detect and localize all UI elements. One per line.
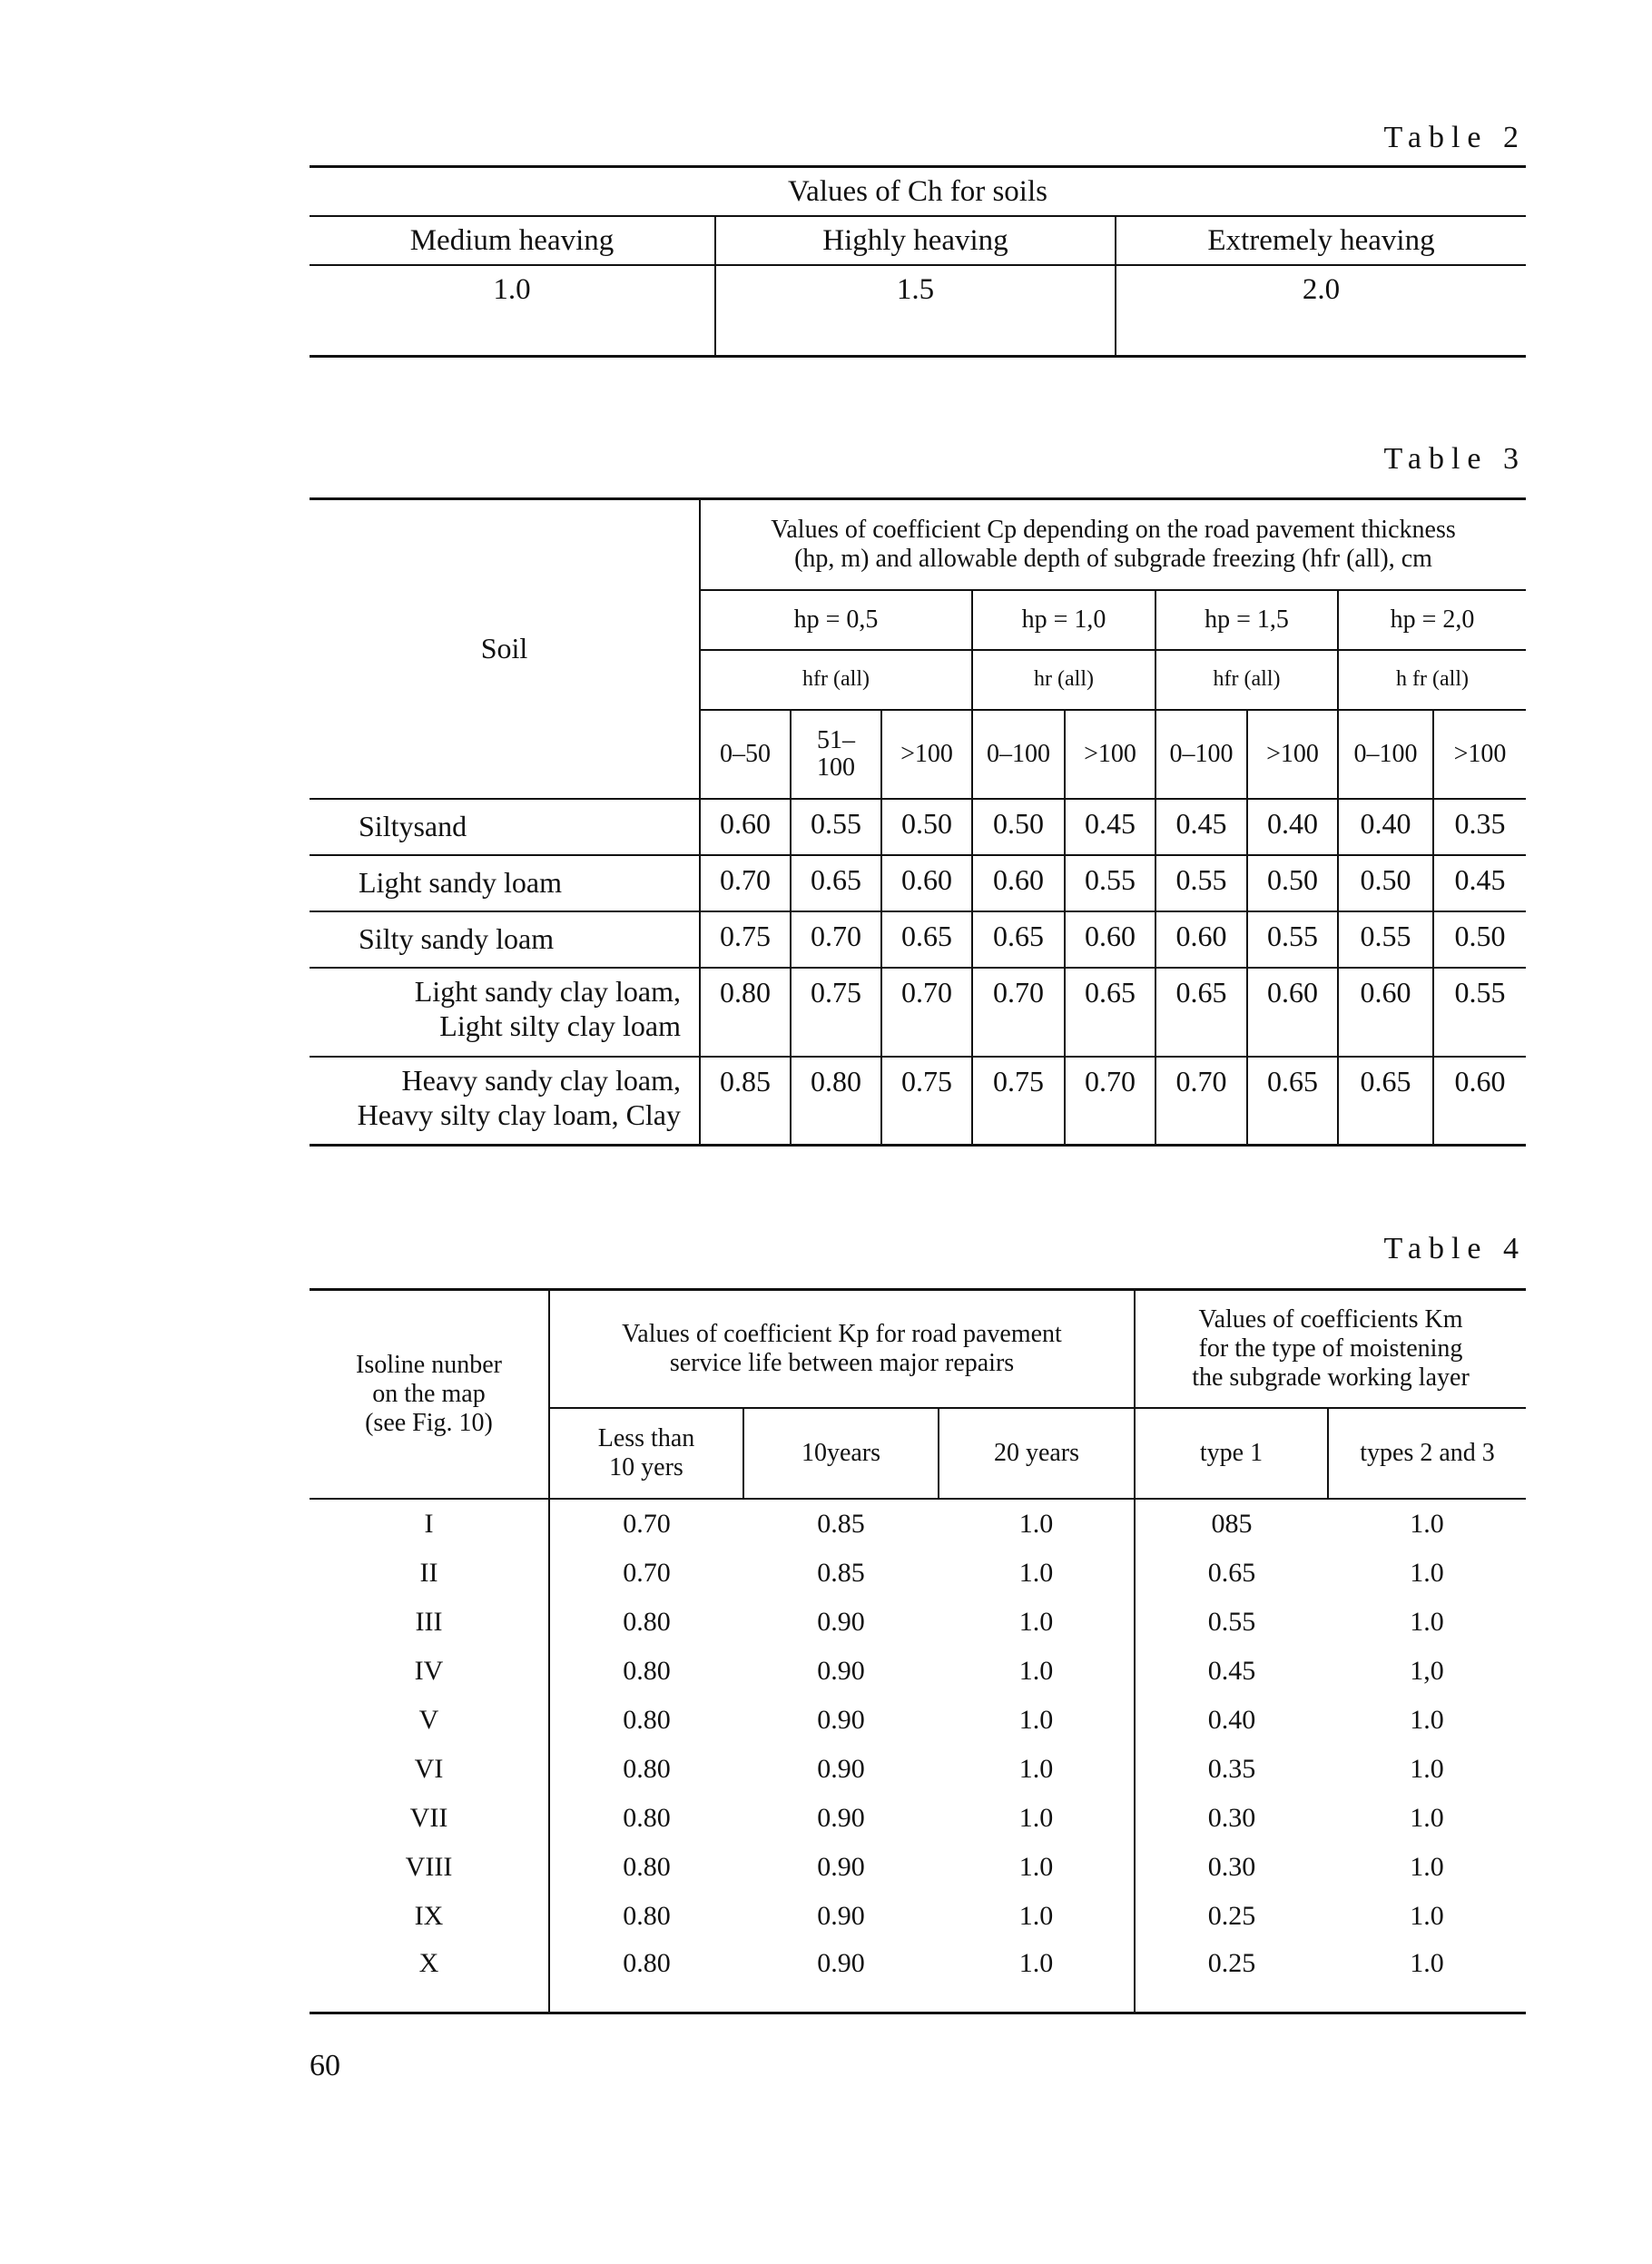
coefficient-value: 0.65 (791, 855, 881, 911)
coefficient-value: 0.60 (700, 799, 791, 855)
freezing-depth-header: hfr (all) (1155, 650, 1338, 710)
isoline-row (310, 1843, 1526, 1892)
coefficient-value: 0.60 (881, 855, 972, 911)
range-header: >100 (1247, 710, 1338, 799)
kp-header: Values of coefficient Kp for road pavement service life between major repairs (549, 1290, 1135, 1408)
range-header: 0–50 (700, 710, 791, 799)
table3 (310, 497, 1526, 1147)
kp-value: 0.90 (817, 1900, 865, 1931)
table2-header: Medium heaving (310, 216, 715, 265)
coefficient-value: 0.50 (1338, 855, 1433, 911)
soil-name: Silty sandy loam (310, 911, 700, 968)
table2-title: Values of Ch for soils (310, 167, 1526, 217)
coefficient-value: 0.75 (791, 968, 881, 1057)
soil-name: Light sandy loam (310, 855, 700, 911)
coefficient-value: 0.50 (1247, 855, 1338, 911)
soil-row (310, 968, 1526, 1057)
coefficient-value: 0.60 (1247, 968, 1338, 1057)
table3-title-line: Values of coefficient Cp depending on the road pavement thickness (771, 515, 1456, 544)
kp-value: 0.80 (623, 1851, 671, 1882)
km-value: 0.30 (1135, 1843, 1328, 1892)
coefficient-value: 0.55 (1338, 911, 1433, 968)
coefficient-value: 0.60 (1338, 968, 1433, 1057)
kp-value: 0.80 (623, 1753, 671, 1784)
coefficient-value: 0.55 (1247, 911, 1338, 968)
thickness-group-header: hp = 1,5 (1155, 590, 1338, 650)
coefficient-value: 0.65 (1155, 968, 1247, 1057)
isoline-number: VIII (310, 1843, 549, 1892)
km-value: 1,0 (1410, 1655, 1444, 1686)
km-value: 0.35 (1135, 1745, 1328, 1794)
freezing-depth-header: h fr (all) (1338, 650, 1526, 710)
kp-value: 0.80 (549, 1941, 743, 2013)
kp-subheader: 20 years (939, 1408, 1135, 1499)
kp-subheader: 10years (743, 1408, 939, 1499)
coefficient-value: 0.70 (700, 855, 791, 911)
coefficient-value: 0.60 (1065, 911, 1155, 968)
soil-name: Light sandy clay loam, Light silty clay loam (310, 968, 700, 1057)
isoline-row (310, 1499, 1526, 1549)
coefficient-value: 0.60 (972, 855, 1065, 911)
table2-value: 1.0 (310, 265, 715, 357)
isoline-number: X (310, 1941, 549, 2013)
isoline-number: VII (310, 1794, 549, 1843)
kp-value: 0.70 (623, 1557, 671, 1588)
coefficient-value: 0.70 (1155, 1057, 1247, 1146)
kp-value: 0.85 (817, 1557, 865, 1588)
km-header: Values of coefficients Km for the type of moistening the subgrade working layer (1135, 1290, 1526, 1408)
km-value: 0.45 (1135, 1647, 1328, 1696)
km-value: 1.0 (1410, 1851, 1444, 1882)
coefficient-value: 0.65 (1247, 1057, 1338, 1146)
soil-name: Heavy sandy clay loam, Heavy silty clay loam, Clay (310, 1057, 700, 1146)
kp-value: 0.90 (817, 1606, 865, 1637)
soil-row (310, 1057, 1526, 1146)
coefficient-value: 0.40 (1338, 799, 1433, 855)
isoline-row (310, 1745, 1526, 1794)
coefficient-value: 0.65 (1065, 968, 1155, 1057)
km-value: 0.30 (1135, 1794, 1328, 1843)
coefficient-value: 0.55 (1433, 968, 1526, 1057)
kp-value: 0.90 (817, 1655, 865, 1686)
kp-value: 1.0 (1018, 1655, 1054, 1686)
coefficient-value: 0.80 (791, 1057, 881, 1146)
isoline-row (310, 1549, 1526, 1598)
table3-caption: Table 3 (1383, 442, 1526, 476)
kp-value: 1.0 (1018, 1900, 1054, 1931)
kp-value: 0.90 (743, 1941, 939, 2013)
isoline-number: V (310, 1696, 549, 1745)
coefficient-value: 0.45 (1065, 799, 1155, 855)
coefficient-value: 0.45 (1433, 855, 1526, 911)
coefficient-value: 0.80 (700, 968, 791, 1057)
coefficient-value: 0.75 (972, 1057, 1065, 1146)
kp-value: 0.80 (623, 1802, 671, 1833)
coefficient-value: 0.45 (1155, 799, 1247, 855)
thickness-group-header: hp = 0,5 (700, 590, 972, 650)
page-number: 60 (310, 2049, 340, 2082)
km-subheader: types 2 and 3 (1328, 1408, 1526, 1499)
range-header: 0–100 (972, 710, 1065, 799)
kp-value: 1.0 (1018, 1851, 1054, 1882)
km-value: 0.65 (1135, 1549, 1328, 1598)
km-value: 1.0 (1410, 1606, 1444, 1637)
table3-title-line: (hp, m) and allowable depth of subgrade freezing (hfr (all), cm (794, 544, 1432, 573)
kp-value: 1.0 (1018, 1802, 1054, 1833)
isoline-number: VI (310, 1745, 549, 1794)
isoline-number: II (310, 1549, 549, 1598)
table3-title (700, 499, 1526, 590)
km-value: 1.0 (1410, 1557, 1444, 1588)
coefficient-value: 0.85 (700, 1057, 791, 1146)
km-value: 1.0 (1410, 1802, 1444, 1833)
kp-value: 1.0 (1018, 1557, 1054, 1588)
isoline-row (310, 1598, 1526, 1647)
coefficient-value: 0.60 (1155, 911, 1247, 968)
kp-value: 0.80 (623, 1900, 671, 1931)
kp-value: 0.85 (817, 1508, 865, 1539)
soil-row (310, 855, 1526, 911)
table2-value: 2.0 (1116, 265, 1526, 357)
coefficient-value: 0.55 (1155, 855, 1247, 911)
table2-value: 1.5 (715, 265, 1116, 357)
kp-value: 1.0 (1018, 1508, 1054, 1539)
coefficient-value: 0.50 (972, 799, 1065, 855)
range-header: >100 (1065, 710, 1155, 799)
isoline-number: IX (310, 1892, 549, 1941)
km-value: 0.55 (1135, 1598, 1328, 1647)
table2-caption: Table 2 (1383, 121, 1526, 154)
km-value: 0.40 (1135, 1696, 1328, 1745)
coefficient-value: 0.50 (881, 799, 972, 855)
coefficient-value: 0.40 (1247, 799, 1338, 855)
table2-header: Extremely heaving (1116, 216, 1526, 265)
kp-value: 0.90 (817, 1851, 865, 1882)
freezing-depth-header: hr (all) (972, 650, 1155, 710)
kp-value: 0.70 (623, 1508, 671, 1539)
isoline-row (310, 1696, 1526, 1745)
isoline-number: I (310, 1499, 549, 1549)
coefficient-value: 0.75 (881, 1057, 972, 1146)
coefficient-value: 0.75 (700, 911, 791, 968)
coefficient-value: 0.65 (881, 911, 972, 968)
km-value: 0.25 (1135, 1892, 1328, 1941)
isoline-row (310, 1794, 1526, 1843)
kp-value: 1.0 (1018, 1704, 1054, 1735)
isoline-row (310, 1941, 1526, 2013)
coefficient-value: 0.50 (1433, 911, 1526, 968)
km-value: 1.0 (1410, 1508, 1444, 1539)
thickness-group-header: hp = 2,0 (1338, 590, 1526, 650)
kp-value: 0.90 (817, 1802, 865, 1833)
km-value: 085 (1135, 1499, 1328, 1549)
soil-name: Siltysand (310, 799, 700, 855)
range-header: >100 (1433, 710, 1526, 799)
range-header: 0–100 (1155, 710, 1247, 799)
table2-header: Highly heaving (715, 216, 1116, 265)
range-header: 0–100 (1338, 710, 1433, 799)
kp-value: 0.80 (623, 1655, 671, 1686)
coefficient-value: 0.35 (1433, 799, 1526, 855)
kp-value: 1.0 (1018, 1606, 1054, 1637)
km-subheader: type 1 (1135, 1408, 1328, 1499)
km-value: 1.0 (1410, 1900, 1444, 1931)
thickness-group-header: hp = 1,0 (972, 590, 1155, 650)
km-value: 1.0 (1410, 1704, 1444, 1735)
isoline-row (310, 1647, 1526, 1696)
range-header: 51– 100 (791, 710, 881, 799)
km-value: 1.0 (1328, 1941, 1526, 2013)
isoline-number: III (310, 1598, 549, 1647)
kp-value: 0.90 (817, 1753, 865, 1784)
isoline-column-header: Isoline nunber on the map (see Fig. 10) (310, 1290, 549, 1499)
table2 (310, 165, 1526, 358)
coefficient-value: 0.60 (1433, 1057, 1526, 1146)
coefficient-value: 0.70 (791, 911, 881, 968)
soil-column-header: Soil (310, 499, 700, 799)
kp-value: 0.80 (623, 1606, 671, 1637)
coefficient-value: 0.70 (972, 968, 1065, 1057)
kp-value: 0.80 (623, 1704, 671, 1735)
soil-row (310, 911, 1526, 968)
km-value: 0.25 (1135, 1941, 1328, 2013)
isoline-number: IV (310, 1647, 549, 1696)
table4-caption: Table 4 (1383, 1232, 1526, 1265)
coefficient-value: 0.70 (1065, 1057, 1155, 1146)
range-header: >100 (881, 710, 972, 799)
coefficient-value: 0.70 (881, 968, 972, 1057)
coefficient-value: 0.55 (791, 799, 881, 855)
coefficient-value: 0.65 (972, 911, 1065, 968)
coefficient-value: 0.55 (1065, 855, 1155, 911)
kp-value: 1.0 (939, 1941, 1135, 2013)
table4 (310, 1288, 1526, 2014)
soil-row (310, 799, 1526, 855)
kp-value: 0.90 (817, 1704, 865, 1735)
kp-value: 1.0 (1018, 1753, 1054, 1784)
km-value: 1.0 (1410, 1753, 1444, 1784)
coefficient-value: 0.65 (1338, 1057, 1433, 1146)
kp-subheader: Less than 10 yers (549, 1408, 743, 1499)
isoline-row (310, 1892, 1526, 1941)
freezing-depth-header: hfr (all) (700, 650, 972, 710)
